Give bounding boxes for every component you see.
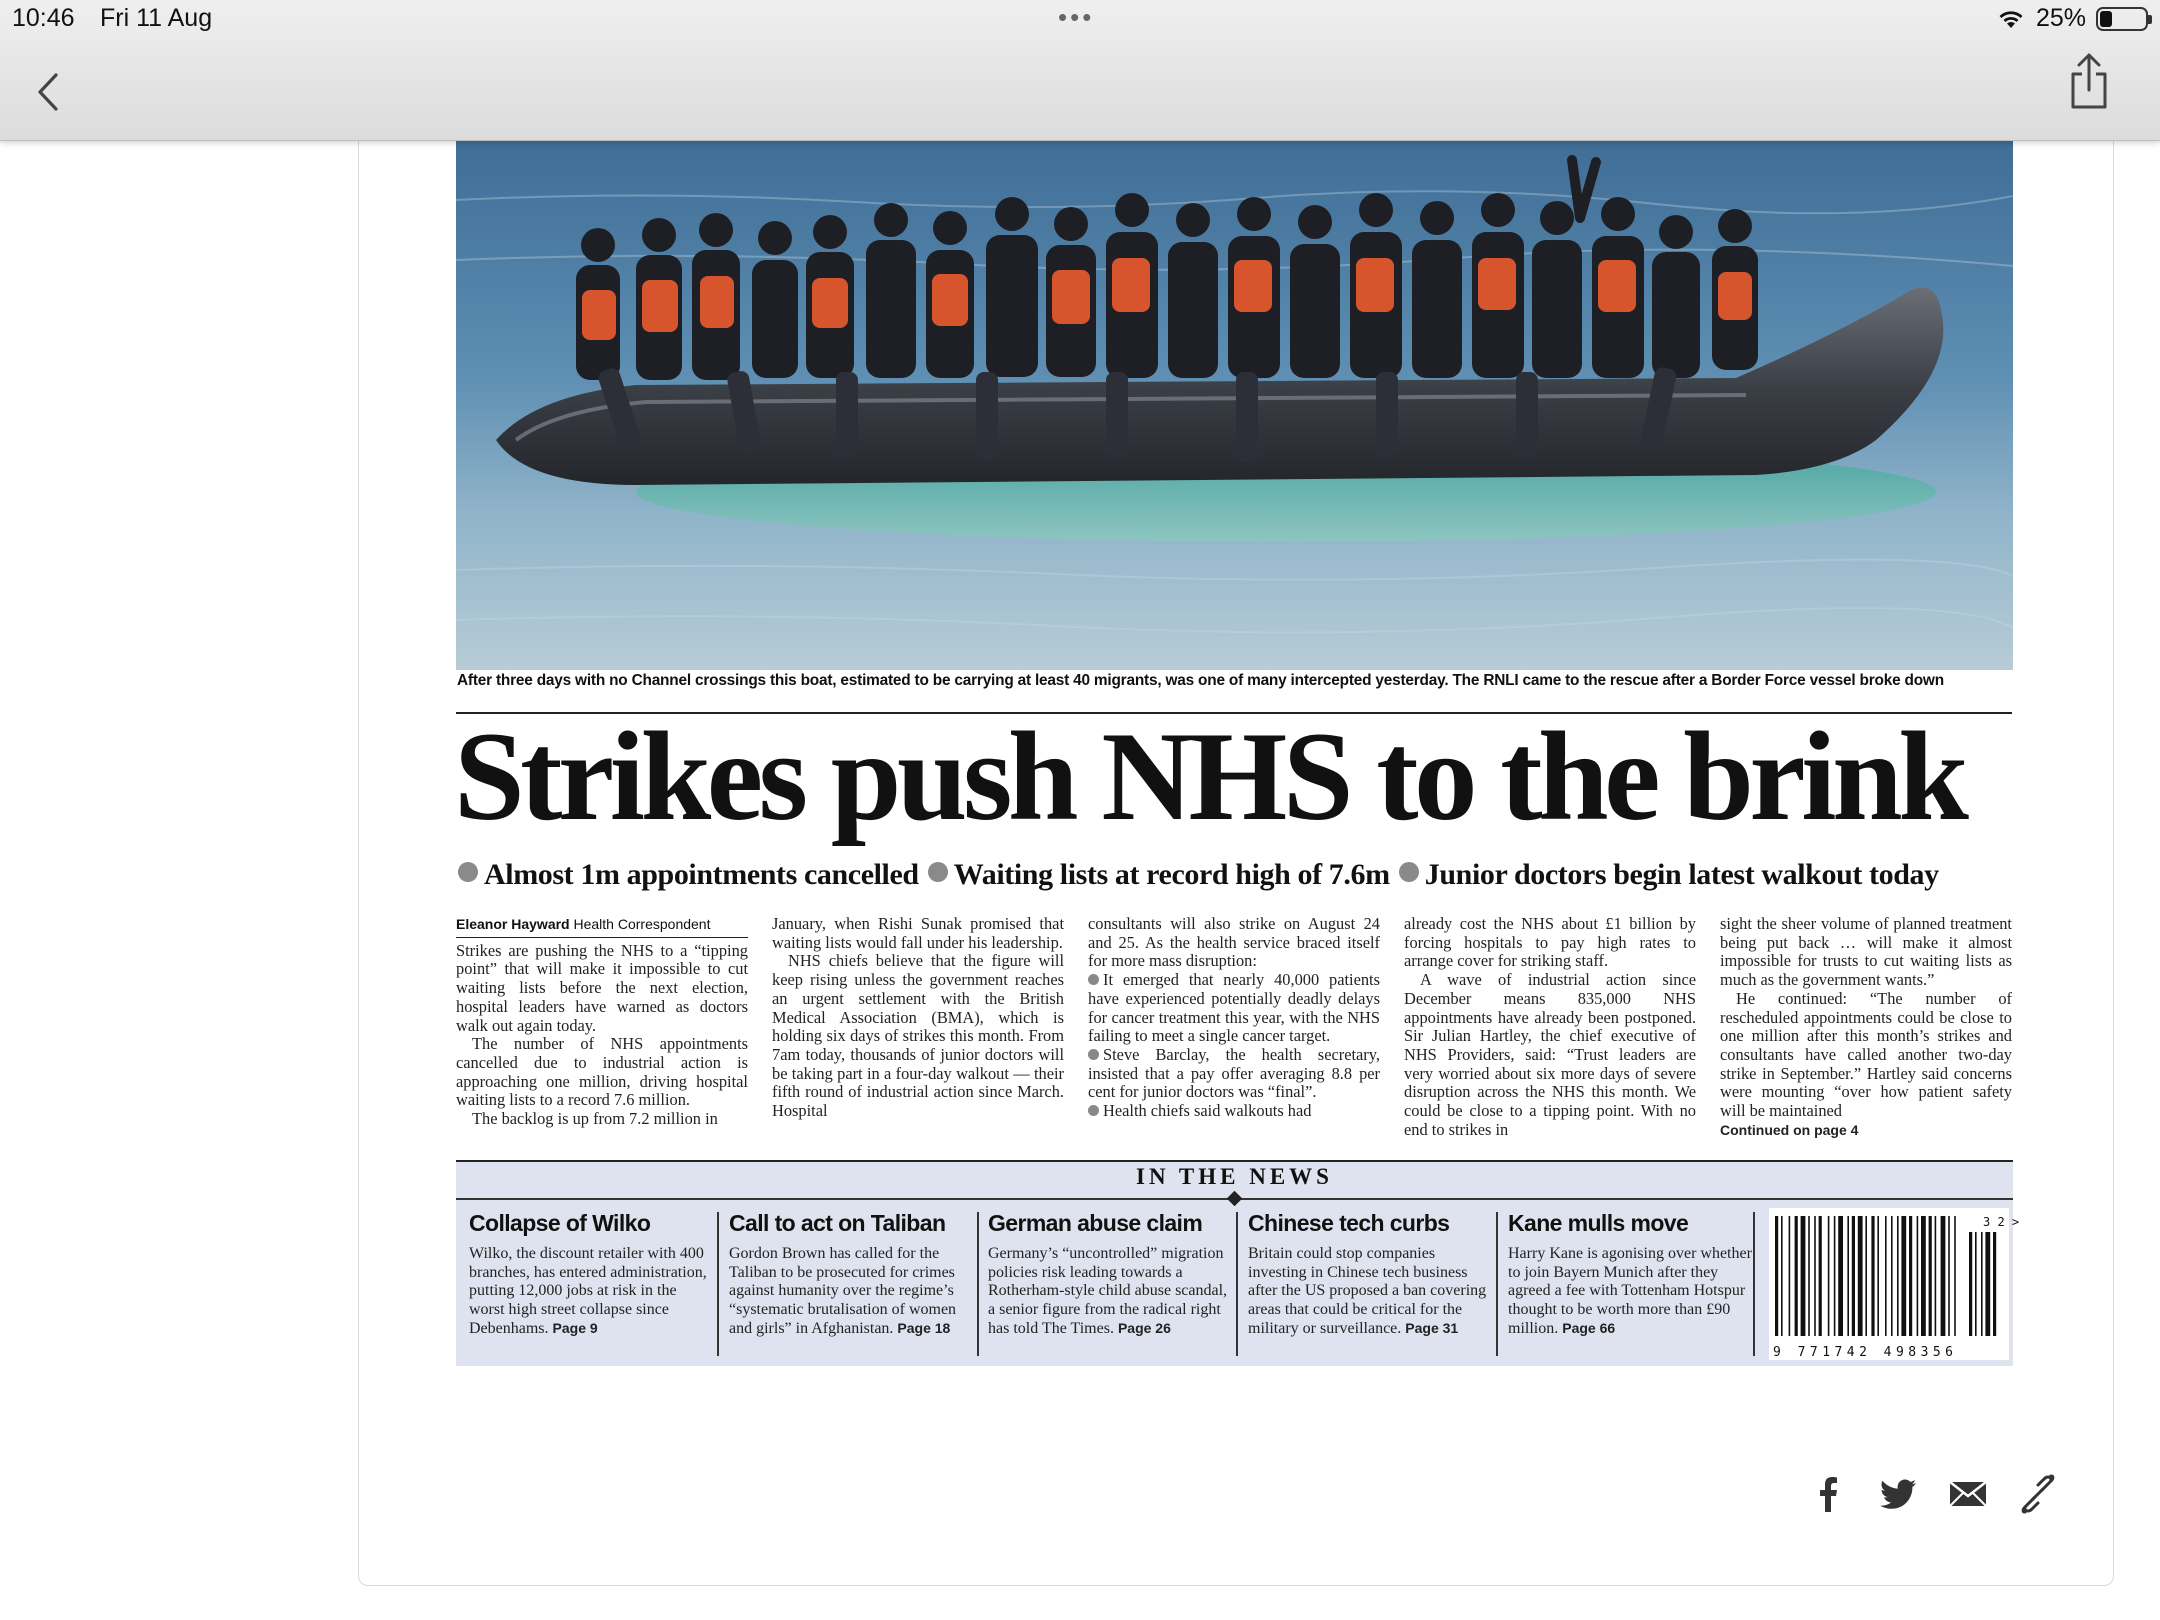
paragraph: Strikes are pushing the NHS to a “tipping point” that will make it impossible to cut waiting lists before the next election, hospital leaders have warned as doctors walk out again today. — [456, 940, 748, 1035]
news-item-page: Page 18 — [897, 1320, 951, 1336]
column-separator — [717, 1212, 719, 1356]
news-item-title: Chinese tech curbs — [1248, 1210, 1450, 1236]
news-item-wilko[interactable] — [469, 1206, 714, 1356]
bullet-icon — [1088, 974, 1099, 985]
paragraph: consultants will also strike on August 24 and 25. As the health service braced itself for more mass disruption: — [1088, 914, 1380, 971]
article-column-4 — [1404, 915, 1696, 1147]
news-item-title: German abuse claim — [988, 1210, 1203, 1236]
news-item-title: Collapse of Wilko — [469, 1210, 651, 1236]
wifi-icon — [1996, 8, 2026, 30]
news-item-german-abuse[interactable] — [988, 1206, 1233, 1356]
subheadings — [456, 858, 2016, 892]
barcode-number: 9 771742 498356 — [1773, 1345, 1953, 1360]
news-item-body: Harry Kane is agonising over whether to join Bayern Munich after they agreed a fee with Tottenham Hotspur thought to be worth more than £90 million. — [1508, 1245, 1752, 1337]
subhead-1: Almost 1m appointments cancelled — [484, 858, 919, 891]
in-the-news-title: IN THE NEWS — [1136, 1164, 1333, 1189]
article-column-5 — [1720, 915, 2012, 1147]
article-column-1 — [456, 915, 748, 1147]
news-item-body: Britain could stop companies investing in Chinese tech business after the US proposed a ban covering areas that could be critical for the military or surveillance. — [1248, 1245, 1487, 1337]
bullet-paragraph: Steve Barclay, the health secretary, insisted that a pay offer averaging 8.8 per cent for junior doctors was “final”. — [1088, 1044, 1380, 1102]
column-separator — [1496, 1212, 1498, 1356]
bullet-icon — [1088, 1105, 1099, 1116]
photo-caption: After three days with no Channel crossings this boat, estimated to be carrying at least 40 migrants, was one of many intercepted yesterday. The RNLI came to the rescue after a Border Force vessel broke down — [457, 672, 1944, 689]
byline-name: Eleanor Hayward — [456, 916, 570, 932]
news-item-body: Gordon Brown has called for the Taliban to be prosecuted for crimes against humanity over the regime’s “systematic brutalisation of women and girls” in Afghanistan. — [729, 1245, 957, 1337]
in-the-news-panel — [456, 1160, 2020, 1366]
news-item-title: Kane mulls move — [1508, 1210, 1689, 1236]
bullet-paragraph: Health chiefs said walkouts had — [1088, 1102, 1380, 1121]
multitasking-dots-icon[interactable]: ••• — [1058, 2, 1095, 32]
issue-code: 3 2 > — [1983, 1215, 2020, 1229]
paragraph: January, when Rishi Sunak promised that waiting lists would fall under his leadership. — [772, 914, 1064, 952]
article-column-2 — [772, 915, 1064, 1147]
news-item-body: Germany’s “uncontrolled” migration policies risk leading towards a Rotherham-style child abuse scandal, a senior figure from the radical right has told The Times. — [988, 1245, 1228, 1337]
twitter-icon[interactable] — [1876, 1472, 1920, 1516]
news-item-taliban[interactable] — [729, 1206, 974, 1356]
paragraph: The backlog is up from 7.2 million in — [472, 1109, 718, 1129]
news-item-body: Wilko, the discount retailer with 400 branches, has entered administration, putting 12,000 jobs at risk in the worst high street collapse since Debenhams. — [469, 1245, 707, 1337]
mail-icon[interactable] — [1946, 1472, 1990, 1516]
article-column-3 — [1088, 915, 1380, 1147]
paragraph: already cost the NHS about £1 billion by forcing hospitals to pay high rates to arrange cover for striking staff. — [1404, 914, 1696, 971]
news-item-page: Page 26 — [1117, 1320, 1171, 1336]
bullet-icon — [928, 862, 948, 882]
continued-link[interactable]: Continued on page 4 — [1720, 1121, 1859, 1138]
column-separator — [1753, 1212, 1755, 1356]
column-separator — [977, 1212, 979, 1356]
migrant-boat-photo — [456, 140, 2013, 670]
news-item-page: Page 66 — [1562, 1320, 1616, 1336]
bullet-icon — [458, 862, 478, 882]
paragraph: NHS chiefs believe that the figure will keep rising unless the government reaches an urgent settlement with the British Medical Association (BMA), which is holding six days of strikes this month. From 7am today, thousands of junior doctors will be taking part in a four-day walkout — their fifth round of industrial action since March. Hospital — [772, 951, 1064, 1121]
chevron-left-icon[interactable] — [32, 70, 68, 114]
top-navigation-bar — [0, 0, 2160, 141]
headline: Strikes push NHS to the brink — [454, 707, 1965, 847]
byline — [456, 915, 748, 938]
paragraph: A wave of industrial action since December means 835,000 NHS appointments have already been postponed. Sir Julian Hartley, the chief executive of NHS Providers, said: “Trust leaders are very worried about six more days of severe disruption across the NHS this month. We could be close to a tipping point. With no end to strikes in — [1404, 970, 1696, 1139]
bullet-icon — [1399, 862, 1419, 882]
column-separator — [1236, 1212, 1238, 1356]
status-indicators — [1996, 4, 2148, 33]
link-icon[interactable] — [2016, 1472, 2060, 1516]
battery-percentage: 25% — [2035, 4, 2086, 32]
news-item-kane[interactable] — [1508, 1206, 1753, 1356]
diamond-icon — [1227, 1191, 1243, 1207]
news-item-title: Call to act on Taliban — [729, 1210, 946, 1236]
paragraph: He continued: “The number of rescheduled appointments could be close to one million after this month’s strikes and consultants have called another two-day strike in September.” Hartley said concerns were mounting “over how patient safety will be maintained — [1720, 988, 2012, 1121]
news-item-page: Page 9 — [552, 1320, 598, 1336]
subhead-3: Junior doctors begin latest walkout today — [1424, 858, 1939, 891]
share-icon[interactable] — [2066, 52, 2112, 112]
paragraph: The number of NHS appointments cancelled due to industrial action is approaching one million, driving hospital waiting lists to a record 7.6 million. — [456, 1034, 748, 1110]
news-item-chinese-tech[interactable] — [1248, 1206, 1493, 1356]
bullet-icon — [1088, 1049, 1099, 1060]
bullet-paragraph: It emerged that nearly 40,000 patients have experienced potentially deadly delays for cancer treatment this year, with the NHS failing to meet a single cancer target. — [1088, 970, 1380, 1046]
paragraph: sight the sheer volume of planned treatment being put back … will make it almost impossible for trusts to cut waiting lists as much as the government wants.” — [1720, 914, 2012, 990]
news-item-page: Page 31 — [1405, 1320, 1459, 1336]
byline-role: Health Correspondent — [573, 916, 711, 932]
status-time: 10:46 — [12, 4, 75, 32]
status-date: Fri 11 Aug — [100, 4, 213, 32]
barcode — [1769, 1208, 2020, 1360]
subhead-2: Waiting lists at record high of 7.6m — [953, 858, 1390, 891]
panel-top-rule — [456, 1160, 2013, 1162]
facebook-icon[interactable] — [1806, 1472, 1850, 1516]
battery-icon — [2096, 7, 2148, 31]
